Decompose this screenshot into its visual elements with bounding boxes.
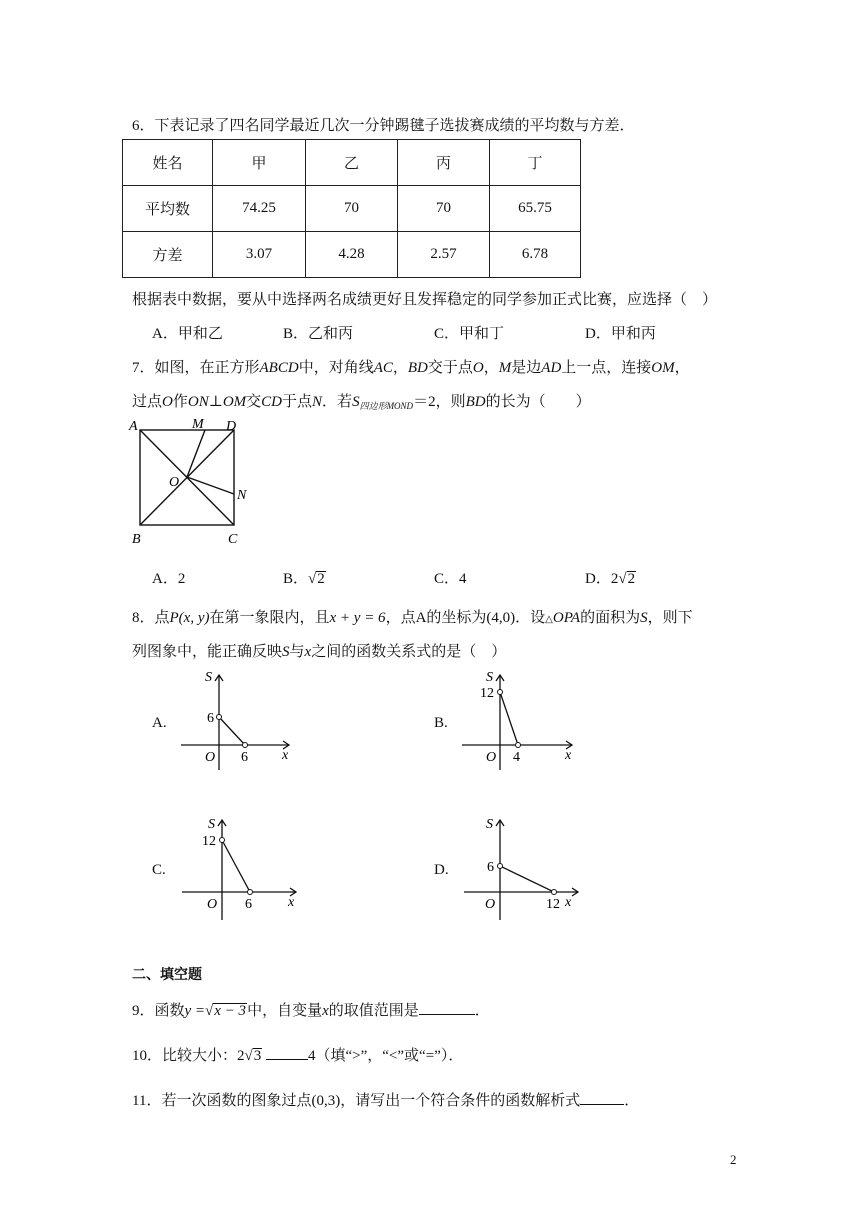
- q6-stem: 6．下表记录了四名同学最近几次一分钟踢毽子选拔赛成绩的平均数与方差．: [132, 118, 635, 134]
- text: 的取值范围是: [328, 1003, 419, 1019]
- text: ．: [624, 1093, 640, 1109]
- math-var: AD: [541, 360, 562, 376]
- q7-line2: [132, 390, 591, 412]
- text: ．: [474, 1003, 490, 1019]
- label-o: O: [169, 475, 180, 490]
- text: ＝2，则: [413, 394, 466, 410]
- origin-label: O: [207, 897, 218, 912]
- axis-label-s: S: [205, 670, 212, 685]
- text: ．设: [515, 610, 546, 626]
- answer-blank[interactable]: [419, 1000, 475, 1015]
- table-row: [123, 140, 581, 186]
- label-b: B: [132, 532, 141, 547]
- table-cell: 6.78: [490, 232, 581, 278]
- table-cell: 方差: [123, 232, 213, 278]
- origin-label: O: [485, 897, 496, 912]
- text: 中，对角线: [298, 360, 374, 376]
- table-header-cell: 丁: [490, 140, 581, 186]
- table-header-cell: 甲: [213, 140, 306, 186]
- page-number: 2: [730, 1152, 737, 1167]
- math-var: OM: [651, 360, 675, 376]
- q6-option-d: D．甲和丙: [585, 326, 656, 342]
- math-var: O: [162, 394, 173, 410]
- axis-label-s: S: [486, 670, 493, 685]
- radicand: 2: [317, 571, 325, 587]
- graph-a: [175, 665, 305, 775]
- text: 上一点，连接: [561, 360, 652, 376]
- origin-label: O: [205, 750, 216, 765]
- math-var: (0,3): [311, 1093, 341, 1109]
- y-tick-label: 12: [480, 686, 494, 701]
- table-header-cell: 丙: [398, 140, 490, 186]
- q7-option-a: A．2: [152, 571, 186, 587]
- label-m: M: [192, 417, 204, 432]
- math-var: x: [304, 644, 312, 660]
- text: 9．函数: [132, 1003, 185, 1019]
- text: 中，自变量: [247, 1003, 323, 1019]
- subscript: 四边形MOND: [359, 401, 414, 411]
- graph-d-label: D.: [434, 862, 449, 878]
- radicand: 2: [627, 571, 636, 587]
- label-c: C: [228, 532, 238, 547]
- y-tick-label: 6: [207, 711, 214, 726]
- label-a: A: [129, 419, 138, 434]
- math-var: M: [498, 360, 512, 376]
- graph-b-label: B.: [434, 715, 448, 731]
- table-cell: 70: [306, 186, 398, 232]
- text: 8．点: [132, 610, 170, 626]
- axis-label-s: S: [486, 817, 493, 832]
- table-cell: 70: [398, 186, 490, 232]
- table-cell: 3.07: [213, 232, 306, 278]
- q7-option-d: D．2√2: [585, 571, 636, 587]
- y-tick-label: 12: [202, 834, 216, 849]
- math-var: y =: [184, 1003, 206, 1019]
- graph-c: [178, 810, 308, 925]
- math-var: N: [312, 394, 323, 410]
- text: 4（填“>”，“<”或“=”）．: [308, 1048, 464, 1064]
- math-var: x: [322, 1003, 329, 1019]
- label-n: N: [237, 488, 247, 503]
- text: 10．比较大小：: [132, 1048, 238, 1064]
- graph-a-label: A.: [152, 715, 167, 731]
- text: 的长为（ ）: [485, 394, 591, 410]
- math-var: (4,0): [486, 610, 516, 626]
- x-tick-label: 6: [245, 897, 252, 912]
- text: B．: [283, 571, 309, 587]
- math-var: 2: [237, 1048, 245, 1064]
- math-var: S: [282, 644, 290, 660]
- q6-option-a: A．甲和乙: [152, 326, 223, 342]
- q11: [132, 1089, 639, 1110]
- text: 的面积为: [580, 610, 641, 626]
- origin-label: O: [486, 750, 497, 765]
- square-figure: [125, 412, 265, 552]
- table-cell: 4.28: [306, 232, 398, 278]
- table-cell: 平均数: [123, 186, 213, 232]
- math-var: O: [472, 360, 484, 376]
- answer-blank[interactable]: [266, 1045, 308, 1060]
- text: ，: [392, 360, 408, 376]
- q6-question: 根据表中数据，要从中选择两名成绩更好且发挥稳定的同学参加正式比赛，应选择（ ）: [132, 292, 718, 308]
- math-var: OPA: [552, 610, 581, 626]
- axis-label-x: x: [565, 895, 572, 910]
- axis-label-s: S: [208, 817, 215, 832]
- table-header-cell: 乙: [306, 140, 398, 186]
- text: 11．若一次函数的图象过点: [132, 1093, 312, 1109]
- table-row: [123, 186, 581, 232]
- text: 列图象中，能正确反映: [132, 644, 283, 660]
- text: 交于点: [427, 360, 473, 376]
- graph-b: [458, 665, 588, 775]
- math-var: ABCD: [259, 360, 299, 376]
- math-var: ON⊥OM: [187, 394, 247, 410]
- triangle-symbol: △: [545, 614, 553, 625]
- label-d: D: [226, 419, 237, 434]
- q6-option-b: B．乙和丙: [283, 326, 354, 342]
- y-tick-label: 6: [487, 860, 494, 875]
- q8-line2: [132, 640, 506, 661]
- table-row: [123, 232, 581, 278]
- text: ，则下: [647, 610, 693, 626]
- math-var: S: [640, 610, 648, 626]
- text: 7．如图，在正方形: [132, 360, 260, 376]
- answer-blank[interactable]: [580, 1090, 624, 1105]
- text: ，: [483, 360, 499, 376]
- math-var: BD: [407, 360, 428, 376]
- x-tick-label: 12: [546, 897, 560, 912]
- math-var: P(x, y): [169, 610, 210, 626]
- q6-option-c: C．甲和丁: [434, 326, 505, 342]
- table-cell: 65.75: [490, 186, 581, 232]
- x-tick-label: 4: [513, 750, 520, 765]
- math-var: S: [352, 394, 360, 410]
- section-heading: 二、填空题: [132, 967, 202, 983]
- q9: 9．函数y =√x − 3中，自变量x的取值范围是 ．: [132, 999, 490, 1020]
- text: ，请写出一个符合条件的函数解析式: [340, 1093, 581, 1109]
- table-cell: 2.57: [398, 232, 490, 278]
- math-var: BD: [465, 394, 486, 410]
- radicand: x − 3: [214, 1003, 247, 1019]
- x-tick-label: 6: [241, 750, 248, 765]
- math-var: CD: [261, 394, 283, 410]
- text: 是边: [511, 360, 542, 376]
- q7-option-c: C．4: [434, 571, 467, 587]
- text: ，: [674, 360, 690, 376]
- text: ，点A的坐标为: [385, 610, 487, 626]
- axis-label-x: x: [565, 748, 572, 763]
- math-var: x + y = 6: [329, 610, 386, 626]
- scores-table: [122, 139, 581, 278]
- graph-d: [460, 810, 590, 925]
- math-var: AC: [373, 360, 393, 376]
- text: 作: [172, 394, 188, 410]
- radicand: 3: [253, 1048, 262, 1064]
- q8-line1: [132, 606, 693, 627]
- q7-line1: [132, 356, 690, 377]
- text: 之间的函数关系式的是（ ）: [311, 644, 507, 660]
- graph-c-label: C.: [152, 862, 166, 878]
- text: 交: [246, 394, 262, 410]
- text: 于点: [282, 394, 313, 410]
- table-cell: 74.25: [213, 186, 306, 232]
- text: 过点: [132, 394, 163, 410]
- text: 在第一象限内，且: [209, 610, 330, 626]
- q7-option-b: B．√2: [283, 571, 325, 587]
- axis-label-x: x: [282, 748, 289, 763]
- q10: 10．比较大小：2√3 4（填“>”，“<”或“=”）．: [132, 1044, 463, 1065]
- text: D．2: [585, 571, 619, 587]
- text: ．若: [322, 394, 353, 410]
- axis-label-x: x: [288, 895, 295, 910]
- text: 与: [289, 644, 305, 660]
- table-header-cell: 姓名: [123, 140, 213, 186]
